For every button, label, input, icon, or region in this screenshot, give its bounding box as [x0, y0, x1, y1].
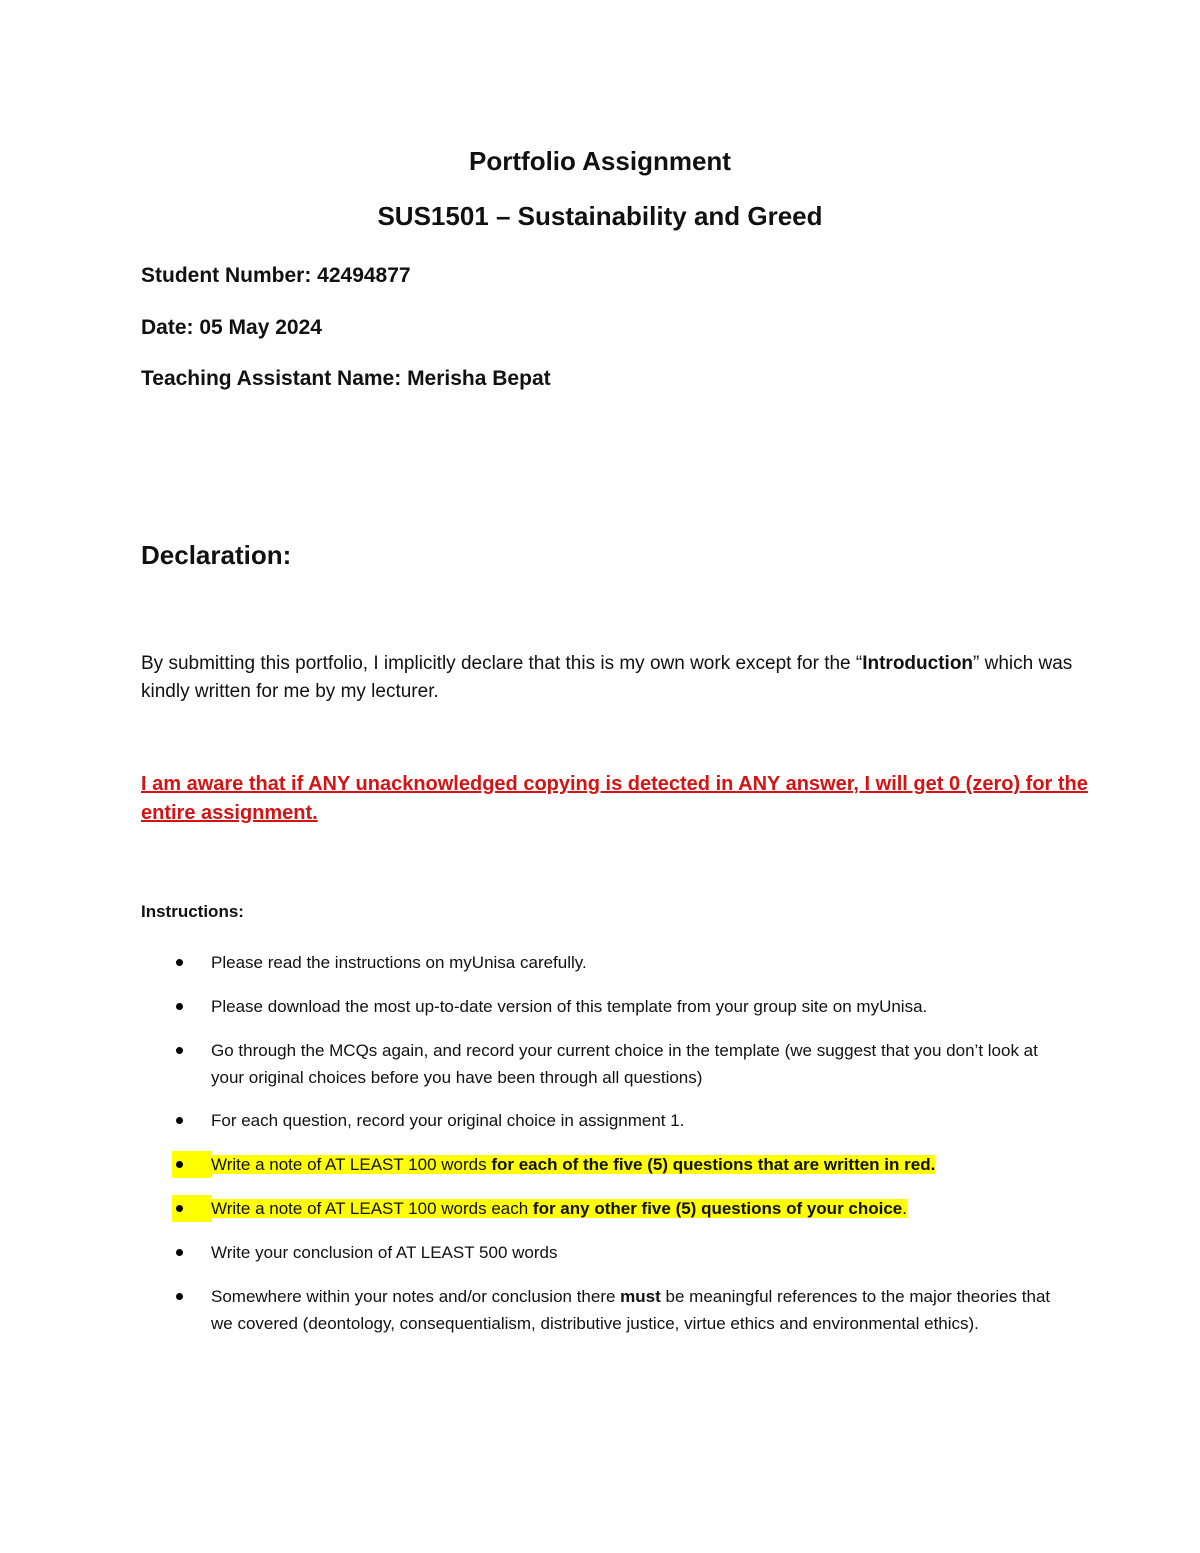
bullet-icon: [176, 993, 186, 1003]
declaration-text-bold: Introduction: [862, 653, 974, 674]
bullet-icon: [172, 1151, 212, 1178]
list-item: [211, 1037, 1071, 1091]
list-item-text: For each question, record your original choice in assignment 1.: [211, 1111, 685, 1130]
declaration-text-part2: ” which was kindly written for me by my lecturer.: [141, 653, 1073, 702]
list-item-text-end: .: [902, 1199, 907, 1218]
declaration-text-part1: By submitting this portfolio, I implicitly declare that this is my own work except for the “: [141, 653, 863, 674]
bullet-icon: [172, 1195, 212, 1222]
bullet-icon: [176, 1037, 186, 1047]
list-item-text-end: be meaningful references to the major theories that we covered (deontology, consequentialism, distributive justice, virtue ethics and environmental ethics).: [211, 1287, 1051, 1333]
date-field: Date: 05 May 2024: [141, 316, 322, 339]
declaration-text: [141, 650, 1101, 706]
document-subtitle: SUS1501 – Sustainability and Greed: [377, 201, 823, 231]
copying-warning: I am aware that if ANY unacknowledged copying is detected in ANY answer, I will get 0 (zero) for the entire assignment.: [141, 773, 1088, 824]
bullet-icon: [176, 949, 186, 959]
student-number: Student Number: 42494877: [141, 264, 411, 287]
list-item-text: Please read the instructions on myUnisa carefully.: [211, 953, 587, 972]
list-item-highlighted: [211, 1151, 1071, 1178]
bullet-icon: [176, 1283, 186, 1293]
instructions-heading: Instructions:: [141, 902, 244, 921]
list-item-text: Somewhere within your notes and/or conclusion there: [211, 1287, 621, 1306]
list-item: [211, 1107, 1071, 1134]
list-item: [211, 993, 1071, 1020]
list-item-text-bold: for any other five (5) questions of your choice: [532, 1199, 903, 1218]
list-item-text-bold: for each of the five (5) questions that are written in red.: [491, 1155, 936, 1174]
list-item: [211, 1239, 1071, 1266]
list-item: [211, 1283, 1071, 1337]
list-item-highlighted: [211, 1195, 1071, 1222]
list-item-text: Go through the MCQs again, and record your current choice in the template (we suggest that you don’t look at your original choices before you have been through all questions): [211, 1041, 1038, 1087]
teaching-assistant-name: Teaching Assistant Name: Merisha Bepat: [141, 367, 551, 390]
declaration-heading: Declaration:: [141, 540, 292, 570]
bullet-icon: [176, 1239, 186, 1249]
list-item-text: Write a note of AT LEAST 100 words: [211, 1155, 492, 1174]
document-title: Portfolio Assignment: [469, 146, 731, 176]
bullet-icon: [176, 1107, 186, 1117]
list-item: [211, 949, 1071, 976]
list-item-text: Please download the most up-to-date version of this template from your group site on myUnisa.: [211, 997, 928, 1016]
list-item-text: Write a note of AT LEAST 100 words each: [211, 1199, 533, 1218]
list-item-text-bold: must: [620, 1287, 661, 1306]
list-item-text: Write your conclusion of AT LEAST 500 words: [211, 1243, 558, 1262]
